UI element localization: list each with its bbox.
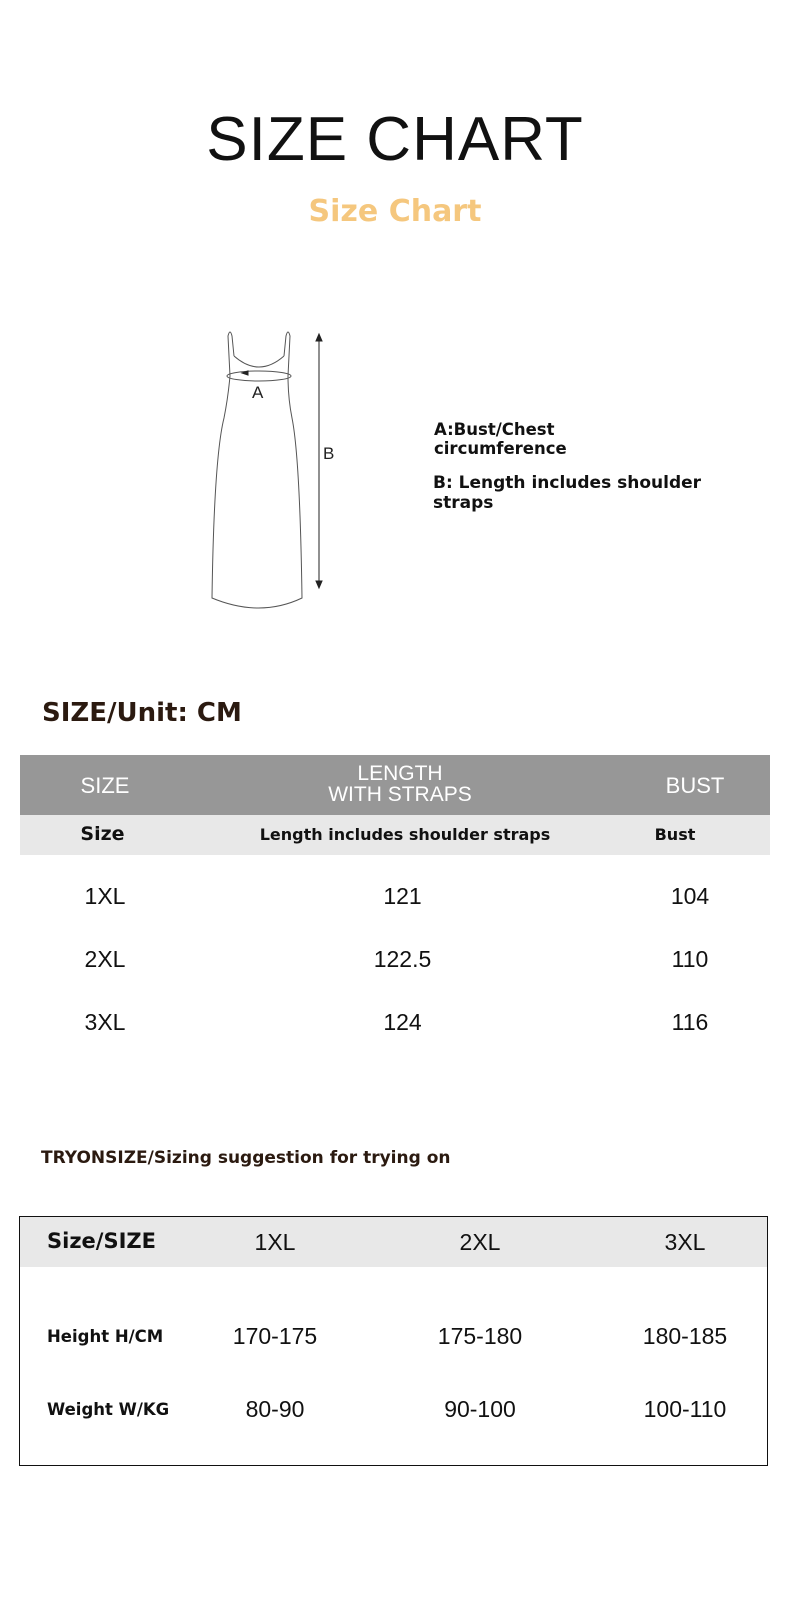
cell-value: 90-100 <box>444 1396 516 1422</box>
tryon-col-2xl: 2XL <box>459 1229 501 1255</box>
cell-value: 175-180 <box>437 1323 523 1349</box>
col-header-size: SIZE <box>80 773 130 798</box>
cell-length: 124 <box>383 1009 422 1035</box>
cell-value: 180-185 <box>642 1323 728 1349</box>
tryon-header <box>20 1217 767 1267</box>
cell-size: 3XL <box>84 1009 126 1035</box>
size-table-heading: SIZE/Unit: CM <box>42 698 242 728</box>
dress-strap-left <box>228 332 234 376</box>
cell-length: 121 <box>383 883 422 909</box>
subheader-bust: Bust <box>654 825 696 844</box>
tryon-row-height <box>20 1319 767 1359</box>
cell-size: 2XL <box>84 946 126 972</box>
label-a: A <box>252 383 264 402</box>
col-header-length-line1: LENGTH <box>357 762 443 785</box>
dress-outline <box>212 376 302 608</box>
dress-diagram <box>200 318 350 618</box>
cell-size: 1XL <box>84 883 126 909</box>
legend-bust: A:Bust/Chest circumference <box>434 420 567 458</box>
cell-value: 170-175 <box>232 1323 318 1349</box>
length-arrow-bottom <box>316 581 322 588</box>
tryon-heading: TRYONSIZE/Sizing suggestion for trying on <box>41 1148 451 1168</box>
tryon-header-label: Size/SIZE <box>47 1229 156 1253</box>
tryon-col-3xl: 3XL <box>664 1229 706 1255</box>
col-header-length-line2: WITH STRAPS <box>328 783 472 806</box>
cell-value: 80-90 <box>245 1396 305 1422</box>
cell-bust: 116 <box>671 1009 709 1035</box>
cell-length: 122.5 <box>373 946 432 972</box>
cell-bust: 104 <box>670 883 710 909</box>
length-arrow-top <box>316 334 322 341</box>
tryon-row-weight <box>20 1392 767 1432</box>
col-header-length <box>220 763 580 805</box>
dress-strap-right <box>284 332 290 376</box>
cell-bust: 110 <box>671 946 709 972</box>
subheader-length: Length includes shoulder straps <box>259 825 551 844</box>
table-row <box>20 865 770 928</box>
page-title: SIZE CHART <box>206 105 584 174</box>
cell-value: 100-110 <box>643 1396 727 1422</box>
col-header-bust: BUST <box>665 773 725 798</box>
size-table <box>20 755 770 1054</box>
page-subtitle: Size Chart <box>308 194 482 229</box>
label-b: B <box>323 444 335 463</box>
table-row <box>20 991 770 1054</box>
row-label: Height H/CM <box>47 1327 164 1346</box>
table-row <box>20 928 770 991</box>
bust-measure-ellipse <box>227 371 291 381</box>
size-table-subheader <box>20 815 770 855</box>
size-table-header <box>20 755 770 815</box>
row-label: Weight W/KG <box>47 1400 170 1419</box>
tryon-col-1xl: 1XL <box>254 1229 296 1255</box>
tryon-table <box>19 1216 768 1466</box>
dress-neckline <box>234 356 284 367</box>
legend-length: B: Length includes shoulder straps <box>433 473 702 513</box>
subheader-size: Size <box>80 823 125 845</box>
